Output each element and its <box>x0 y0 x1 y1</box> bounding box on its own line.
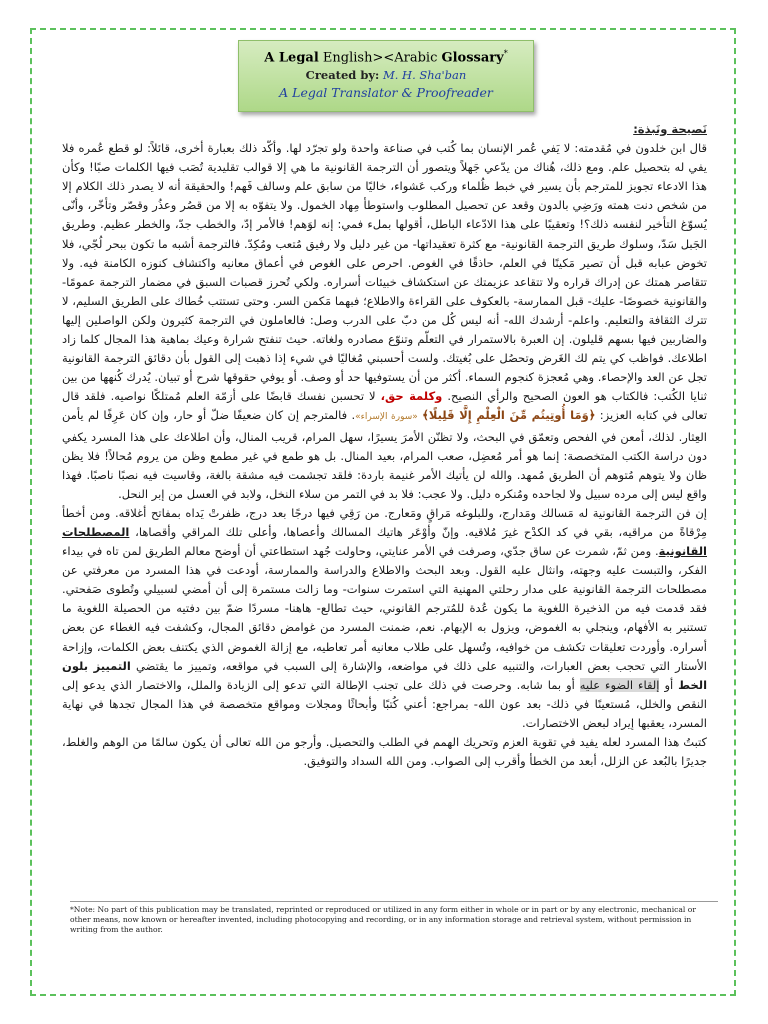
footnote-divider <box>70 901 718 902</box>
highlighted-term: إلقاء الضوء عليه <box>579 677 660 692</box>
paragraph-1: قال ابن خلدون في مُقدمته: لا يَفي عُمر الإنسان بما كُتب في صناعة واحدة ولو تجرّد لها. وأكّد ذلك بعبارة أخرى، قائلاً: لو قطع عُمره فلا يفي له بتحصيل علم. ومع ذلك، هُناك من يدّعي جَهلاً ويتصور أن الترجمة القانونية ما هي إلا قوالب تقليدية تُصَب فيها الكلمات صبًا! وكأن هذا الادعاء تجويز للمترجم بأن يسير في خبط ظُلماء وركب عَشواء، خاليًا من سابق علم وسالف فَهم! والحقيقة أنه لا يصدر ذلك الكلام إلا من شخص دنت همته ورَضِي بالدون وقعد عن تحصيل المطلوب واستوطأ مِهاد الخمول. ولا يتفوّه به إلا من قصُر وعذُر وقصّر وتأخّر، وأنّى يُسوّغ التأخير لنفسه ذلك؟! وتعقيبًا على هذا الادّعاء الباطل، أقولها بملء فمي: إنه لوَهم! فالأمر إدّ، والخطب جدّ، والخطر عظيم. وطريق الجَبل سَدّ، وسلوك طريق الترجمة القانونية- مع كثرة تعقيداتها- من غير دليل ولا رفيق مُتعب ومُكِدّ. فالترجمة أشبه ما تكون ببحر لُجّي، فلا تخوض عبابه قبل أن تصير مَكينًا في العلم، حاذقًا في الغوص. احرص على الغوص في أعماق معانيه واكتشاف كنوزه الكامنة فيه. ولا تتقاصر همتك عن إدراك قراره ولا تتقاعد عزيمتك عن استكشاف خبيئات أسراره. ولكي تُحرز قصبات السبق في مضمار الترجمة عمومًا- والقانونية خصوصًا- عليك- قبل الممارسة- بالعكوف على القراءة والاطلاع؛ فبهما مَكمن السر. وحتى تستتب خُطاك على الطريق السليم، لا تترك الثقافة والتعليم. واعلم- أرشدك الله- أنه ليس كُل من دبّ على الدرب وصل: فالعاملون في الترجمة كثيرون ولكن الواصلين إليها والضاربين فيها بسهم قليلون. إن العبرة بالاستمرار في التعلّم وتنوّع مصادره ولغاته. حيث تنفتح شرارة وعيك بماهية هذا المجال كلما زاد اطلاعك. فواظب كي يتم لك الغَرض وتحصُل على بُغيتك. ولست أحسبني مُغاليًا في شيء إذا ذهبت إلى القول بأن دقائق الترجمة القانونية تجل عن العد والإحصاء. وهي مُعجزة كنجوم السماء. أكثر من أن يستوفيها حد أو وصف. أو يوفي حقوقها شرح أو تبيان. يُدرك كُنهها من بين ثنايا الكُتب: فالكتاب هو العون الصحيح والرأي النصيح. وكلمة حق، لا تحسبن نفسك قابضًا على أزمّة العلم مُمتلكًا نواصيه. فلقد قال تعالى في كتابه العزيز: ﴿وَمَا أُوتِيتُم مِّنَ الْعِلْمِ إِلَّا قَلِيلًا﴾ «سورة الإسراء». فالمترجم إن كان ضعيفًا ضلّ أو حار، وإن كان عَرِفًا لم يأمن العِثار. لذلك، أمعن في الفحص وتعمّق في البحث، ولا تظنّن الأمرَ يسيرًا، سهل المرام، قريب المنال، وأن اطلاعك على هذا المسرد يكفي دون دراسة الكتب المتخصصة: إنما هو أمر مُعضِل، صعب المرام، بعيد المنال. بل هو طمع في غير مطمع وظن من يروم مُحالاً! فلا يظن ظان ولا يتوهم مُتوهم أن الطريق مُمهد. والله لن يأتيك الأمر غنيمة باردة: فلقد تجشمت فيه مشقة بالغة، وقاسيت فيه نصبًا ناصبًا. فهذا واقع ليس إلى مرده سبيل ولا لجاحده ومُنكره دليل. ولا عجب: فلا بد في التمر من سلاء النخل، ولابد في العسل من إبر النحل. <box>62 141 707 501</box>
paragraph-2: إن فن الترجمة القانونية له مَسالك ومَدارج، وللبلوغه مَراقٍ ومَعارج. من رَقِي فيها درجًا بعد درج، ظفرتْ يَداه بمفاتح أغلاقه. ومن أخطأ مِرْقاةً من مراقيه، بقي في كد الكدْح غيرَ مُلاقيه. وإنّ وأوْعَر هاتيك المسالك وأعصاها، وأعلى تلك المراقي وأقصاها، المصطلحات القانونية. ومن ثمّ، شمرت عن ساق جدّي، وصرفت في الأمر عنايتي، وحاولت جُهد استطاعتي أن أوضح معالم الطريق لمن تاه في بيداء الفكر، والتبست عليه وجهته، وانثال عليه القول. وبعد البحث والاطلاع والدراسة والممارسة، أودعت في هذا المسرد من معرفتي عن مصطلحات الترجمة القانونية على مدار رحلتي المهنية التي استمرت سنوات- وما زالت مستمرة إلى أن أمضي لسبيلي وتُطوى صَفحتي. فقد قدمت فيه من الذخيرة اللغوية ما يكون عُدة للمُترجم القانوني، حيث تطالع- هاهنا- مسردًا ضمّ بين دفتيه من الحصيلة اللغوية ما تستنير به الأفهام، وينجلي به الغموض، ويزول به الإبهام. نعم، ضمنت المسرد من غوامض دقائق المجال، وكشفت فيه الغطاء عن بعض أسراره. وأوردت تعليقات تكشف من خوافيه، وتُسهل على طلاب معانيه أمر تعاطيه، مع إزالة الغموض الذي يكتنف بعض الكلمات، وإزاحة الأستار التي تحجب بعض العبارات، والتنبيه على ذلك في مواضعه، والإشارة إلى السبب في مواقعه، وتمييز ما يقتضي التمييز بلون الخط أو إلقاء الضوء عليه أو بما شابه. وحرصت في ذلك على تجنب الإطالة التي تدعو إلى الزيادة والملل، والاختصار الذي يدعو إلى النقص والخلل، مُستعينًا في ذلك- بعد عون الله- بمراجع: أعني كُتبًا وأبحاثًا ومجلات ومواقع متخصصة في هذا المجال تجدها في نهاية المسرد، يعقبها إيراد لبعض الاختصارات. <box>62 505 707 730</box>
article-heading: نَصيحة ونَبذة: <box>633 122 707 136</box>
quran-verse: ﴿وَمَا أُوتِيتُم مِّنَ الْعِلْمِ إِلَّا قَلِيلًا﴾ <box>422 408 596 423</box>
document-title: A Legal English><Arabic Glossary* <box>264 49 508 66</box>
bold-term: التمييز بلون الخط <box>62 658 707 692</box>
paragraph-3: كتبتُ هذا المسرد لعله يفيد في تقوية العزم وتحريك الهمم في الطلب والتحصيل. وأرجو من الله تعالى أن يكون سالمًا من الوهم والغلط، جديرًا بالبُعد عن الزلل، أبعد من الخطأ وأقرب إلى الصواب. ومن الله السداد والتوفيق. <box>62 735 707 769</box>
surah-label: «سورة الإسراء» <box>355 412 418 423</box>
footnote: *Note: No part of this publication may be translated, reprinted or reproduced or utilized in any form either in whole or in part or by any electronic, mechanical or other means, now known or hereafter invented, including photocopying and recording, or in any information storage and retrieval system, without permission in writing from the author. <box>70 905 696 934</box>
author-name: M. H. Sha'ban <box>382 68 467 83</box>
created-by: Created by: M. H. Sha'ban <box>305 68 467 83</box>
article-body <box>62 120 707 896</box>
highlight-red-text: وكلمة حق، <box>380 389 443 404</box>
underlined-term: المصطلحات القانونية <box>62 524 707 559</box>
title-box <box>238 40 534 112</box>
author-role: A Legal Translator & Proofreader <box>279 85 493 101</box>
